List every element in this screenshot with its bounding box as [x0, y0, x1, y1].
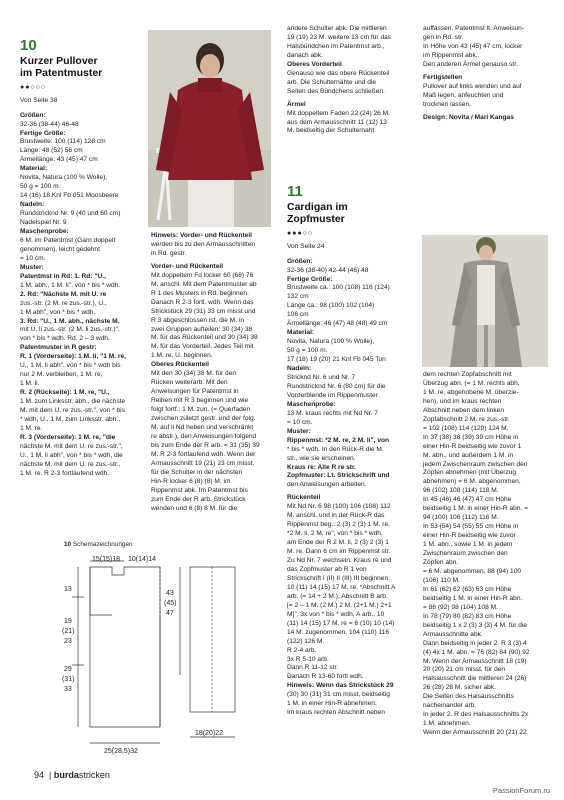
- text-line: * wdh, U., 1 M. zum Linksstr. abh.,: [20, 416, 121, 423]
- text-line: Halsausschnitt die mittleren 24 (26): [423, 675, 527, 683]
- text-line: 19 (19) 23 M. weitere 13 cm für das: [287, 33, 392, 41]
- text-line: Reihen mit R 3 beginnen und wie: [151, 397, 249, 405]
- text-line: im Rippenmst abk..: [423, 51, 480, 59]
- text-line: Hinweis: Wenn das Strickstück 29: [287, 682, 394, 690]
- text-line: für die Schulter in der nächsten: [151, 468, 243, 476]
- text-line: Zu Nd Nr. 7 wechseln. Kraus re und: [287, 557, 392, 565]
- text-line: Zwischenraum zwischen den: [423, 550, 508, 558]
- text-line: 20 (20) 21 cm misst, für den: [423, 666, 506, 674]
- text-line: Mit doppeltem Faden 22 (24) 26 M.: [287, 109, 390, 117]
- text-line: das Zopfmuster ab R 1 von: [287, 566, 367, 573]
- text-line: 1 M. abh., 1 M. li", von * bis * wdh.: [20, 281, 121, 289]
- text-line: M. Wenn der Armausschnitt 18 (19): [423, 657, 527, 665]
- text-line: Hinweis: Vorder- und Rückenteil: [151, 232, 252, 239]
- text-line: Patentmuster in R gestr:: [20, 344, 97, 352]
- dim-21: (21): [62, 628, 75, 635]
- dim-13: 13: [64, 586, 72, 593]
- text-line: 3. Rd: "U., 1 M. abh., nächste M.: [20, 317, 120, 325]
- dim-sleeve-47: 47: [166, 610, 174, 617]
- text-line: R 3 abgeschlossen ist, die M. in: [151, 316, 245, 324]
- text-line: 10 (11) 14 (15) 17 M. re, *Abschnitt A: [287, 583, 396, 591]
- text-line: Seiten des Bündchens schließen.: [287, 87, 385, 95]
- text-line: *2 M. li, 2 M. re", von * bis * wdh,: [287, 530, 383, 538]
- pattern-11-intro: [287, 184, 407, 718]
- text-line: In 37 (38) 38 (39) 39 cm Höhe in: [423, 433, 519, 441]
- text-line: Stricknd Nr. 6 und Nr. 7: [287, 373, 356, 381]
- text-line: R. 2 (Rückseite): 1 M. re, "U.,: [20, 389, 110, 397]
- text-line: Oberes Rückenteil: [151, 361, 209, 369]
- text-line: zum Ende der R arb. Strickstück: [151, 495, 246, 503]
- text-line: 13 M. kraus rechts mit Nd Nr. 7: [287, 409, 378, 417]
- text-line: Vorder- und Rückenteil: [151, 262, 224, 270]
- text-line: Ärmel: [287, 100, 306, 108]
- text-line: Novita, Natura (100 % Wolle),: [287, 338, 375, 346]
- text-line: von * bis * wdh. Rd. 2 – 3 wdh.: [20, 335, 110, 343]
- text-line: 106 cm: [287, 311, 309, 319]
- text-line: Den anderen Ärmel genauso str.: [423, 60, 518, 68]
- text-line: Maschenprobe:: [20, 227, 69, 235]
- text-line: 1 M. zum Linksstr. abh., die nächste: [20, 398, 126, 406]
- dim-33: 33: [64, 686, 72, 693]
- text-line: (122) 126 M.: [287, 637, 325, 645]
- text-line: 26 (28) 28 M. sicher abk.: [423, 684, 496, 692]
- text-line: Fertige Größe:: [20, 129, 66, 137]
- text-line: 96 (102) 108 (114) 118 M.: [423, 487, 499, 495]
- text-line: Nadelspiel Nr. 9: [20, 219, 67, 227]
- text-line: In jeder 2. R des Halsausschnitts 2x: [423, 711, 529, 719]
- text-line: Rundstricknd Nr. 6 (80 cm) für die: [287, 382, 386, 390]
- text-line: Mit Nd Nr. 6 98 (100) 106 (108) 112: [287, 503, 391, 511]
- text-line: 50 g = 100 m.: [20, 183, 61, 191]
- text-line: Wenn der Armausschnitt 20 (21) 22: [423, 729, 527, 737]
- text-line: Muster:: [287, 427, 311, 435]
- text-line: Genauso wie das obere Rückenteil: [287, 69, 390, 77]
- text-line: = 102 (108) 114 (120) 124 M.: [423, 424, 509, 432]
- text-line: Material:: [20, 165, 48, 173]
- text-line: M. abn., und außerdem 1 M. in: [423, 451, 514, 459]
- dim-sleeve-width: 18(20)22: [195, 730, 224, 737]
- pattern-10-intro: [20, 38, 138, 479]
- text-line: wenden und 6 (8) 8 M. für die: [151, 504, 238, 512]
- pattern-10-body: [151, 232, 273, 514]
- text-line: Maschenprobe:: [287, 400, 336, 408]
- text-line: Ärmellänge: 43 (45) 47 cm: [20, 156, 98, 164]
- text-line: Rückenteil: [287, 494, 321, 502]
- text-line: Danach R 13-60 fortl wdh.: [287, 673, 364, 681]
- text-line: 50 g = 100 m.: [287, 347, 328, 355]
- text-line: Rundstricknd Nr. 9 (40 und 60 cm): [20, 210, 121, 218]
- text-line: M. re. Dann 6 cm im Rippenmst str.: [287, 548, 391, 556]
- text-line: andere Schulter abk. Die mittleren: [287, 25, 387, 32]
- text-line: M. für das Rückenteil und 30 (34) 38: [151, 334, 258, 342]
- pattern-10-continued: [287, 25, 412, 136]
- text-line: nur 2 M. verbleiben, 1 M. re,: [20, 371, 103, 379]
- text-line: Armausschnitte abk.: [423, 630, 483, 638]
- text-line: Länge: 48 (52) 56 cm: [20, 147, 83, 155]
- text-line: M. R 2-3 fortlaufend wdh. Wenn der: [151, 450, 256, 458]
- text-line: Armausschnitt 19 (21) 23 cm misst,: [151, 459, 255, 467]
- text-line: gen in Rd. str.: [423, 33, 464, 41]
- text-line: nacheinander arb.: [423, 702, 477, 710]
- text-line: zwei Gruppen aufteilen: 30 (34) 38: [151, 325, 253, 333]
- text-line: 6 M. im Patentmst (Garn doppelt: [20, 236, 116, 244]
- text-line: Novita, Natura (100 % Wolle),: [20, 174, 108, 182]
- text-line: = 6 M. abgenommen, 88 (94) 100: [423, 567, 522, 575]
- text-line: Rippenmst: *2 M. re, 2 M. li", von: [287, 436, 390, 444]
- text-line: Strickstück 29 (31) 33 cm misst und: [151, 307, 256, 315]
- text-line: Dann R 11-12 str.: [287, 664, 339, 672]
- text-line: Größen:: [287, 257, 313, 265]
- text-line: hen), und im kraus rechten: [423, 397, 502, 405]
- pattern-11-instructions: [287, 258, 407, 719]
- text-line: arb. Die Schulternähte und die: [287, 78, 377, 86]
- text-line: Rippenmst beg.: 2 (3) 2 (3) 1 M. re,: [287, 521, 390, 529]
- text-line: Mit den 30 (34) 38 M. für den: [151, 370, 237, 378]
- dim-31: (31): [62, 676, 75, 683]
- text-line: Zöpfen abn.: [423, 559, 459, 567]
- text-line: 32-36 (38-40) 42-44 (46) 48: [287, 266, 369, 274]
- text-line: Dann beidseitig in jeder 2. R 3 (3) 4: [423, 639, 527, 647]
- text-line: 1 M. re.: [20, 424, 43, 432]
- text-line: Halsbündchen im Patentmst arb.,: [287, 42, 385, 50]
- text-line: Brustweite ca.: 100 (108) 116 (124): [287, 284, 390, 292]
- text-line: aus dem Armausschnitt 11 (12) 13: [287, 118, 387, 126]
- text-line: am Ende der R 2 M. li, 2 (3) 2 (3) 1: [287, 539, 389, 547]
- text-line: Strickschrift I (II) II (III) III beginnen:: [287, 574, 390, 582]
- text-line: 14 (16) 18 Knl Fb 051 Moosbeere: [20, 192, 119, 200]
- text-line: Rücken weiterarb. Mit den: [151, 379, 228, 387]
- text-line: Die Seiten des Halsausschnitts: [423, 693, 514, 701]
- text-line: Patentmst in Rd: 1. Rd: "U.,: [20, 272, 106, 280]
- dim-29: 29: [64, 666, 72, 673]
- text-line: R. 3 (Vorderseite): 1 M. re, "die: [20, 433, 116, 441]
- text-line: U., 1 M. li abh", von * bis * wdh bis: [20, 362, 121, 370]
- text-line: Design: Novita / Mari Kangas: [423, 113, 514, 121]
- text-line: dem rechten Zopfabschnitt mit: [423, 371, 512, 378]
- text-line: Mit doppeltem Fd locker 60 (68) 76: [151, 271, 254, 279]
- text-line: M. mit dem U. re zus.-str.", von * bis: [20, 407, 125, 415]
- text-line: Überzug abn. (= 1 M. rechts abh,: [423, 379, 520, 387]
- text-line: re abstr.), den Anweisungen folgend: [151, 432, 257, 440]
- text-line: 1 M. re. R 2-3 fortlaufend wdh.: [20, 469, 110, 477]
- text-line: Pullover auf links wenden und auf: [423, 82, 522, 90]
- text-line: (30) 30 (31) 31 cm misst, beidseitig: [287, 691, 390, 699]
- text-line: genommen), leicht gedehnt: [20, 245, 100, 253]
- text-line: M. auf li Nd heben und verschränkt: [151, 424, 254, 432]
- text-line: bis zum Ende der R arb. = 31 (35) 39: [151, 441, 260, 449]
- text-line: Brustweite: 100 (114) 128 cm: [20, 138, 106, 146]
- text-line: Im kraus rechten Abschnitt neben: [287, 709, 385, 717]
- text-line: Danach R 2-3 fortl. wdh. Wenn das: [151, 298, 254, 306]
- text-line: danach abk.: [287, 51, 323, 59]
- text-line: M. anschl. und in der Rück-R das: [287, 512, 385, 520]
- text-line: U., 1 M. li abh", von * bis * wdh, die: [20, 451, 123, 459]
- text-line: = 10 cm.: [287, 418, 313, 426]
- text-line: In 61 (62) 62 (63) 63 cm Höhe: [423, 585, 512, 593]
- text-line: beidseitig 1 x 2 (3) 3 (3) 4 M. für die: [423, 621, 528, 629]
- text-line: nächste M. mit dem U. re zus.-str.,: [20, 460, 121, 468]
- text-line: in Rd. gestr.: [151, 249, 187, 257]
- page-reference: Von Seite 24: [287, 242, 325, 250]
- pattern-10-instructions: [20, 112, 138, 479]
- text-line: 1 M. abnehmen.: [423, 720, 471, 728]
- text-line: [= 2 – 1 M. (2 M.) 2 M. (2+1 M.) 2+1: [287, 601, 392, 609]
- text-line: (106) 110 M.: [423, 576, 460, 584]
- text-line: Hin-R locker 6 (8) (8) M. im: [151, 477, 231, 485]
- footer: 94 | burdastricken: [34, 770, 110, 780]
- text-line: Material:: [287, 329, 315, 337]
- text-line: abnehmen) = 6 M. abgenommen,: [423, 478, 521, 486]
- pattern-number: 11: [287, 183, 303, 200]
- text-line: Nadeln:: [287, 365, 312, 373]
- pattern-title: Cardigan im Zopfmuster: [287, 201, 348, 226]
- difficulty-dots: ●●●○○: [287, 230, 314, 238]
- text-line: In 53 (54) 54 (55) 55 cm Höhe in: [423, 523, 519, 531]
- text-line: Fertige Größe:: [287, 275, 333, 283]
- text-line: M. für das Vorderteil. Jedes Teil mit: [151, 343, 254, 351]
- text-line: M. anschl. Mit dem Patentmuster ab: [151, 280, 257, 288]
- text-line: 14 M. zugenommen, 104 (110) 116: [287, 628, 390, 636]
- text-line: Oberes Vorderteil: [287, 60, 342, 68]
- text-line: Abschnitt neben dem linken: [423, 406, 505, 414]
- text-line: 32-36 (38-44) 46-48: [20, 120, 79, 128]
- difficulty-dots: ●●○○○: [20, 84, 47, 92]
- text-line: Fertigstellen: [423, 73, 463, 81]
- pattern-10-finishing: [423, 25, 548, 123]
- text-line: 1 M. abn., sowie 1 M. in jedem: [423, 541, 513, 549]
- text-line: Ärmellänge: 46 (47) 48 (48) 49 cm: [287, 320, 388, 328]
- text-line: mit U. li zus.-str. (2 M. li zus.-str.)",: [20, 326, 120, 334]
- text-line: Rippenmst abk. Im Patentmst bis: [151, 486, 248, 494]
- text-line: * bis * wdh. In den Rück-R die M.: [287, 445, 384, 453]
- brand-bold: burda: [53, 770, 79, 780]
- text-line: 1 M. li.: [20, 380, 40, 388]
- text-line: 17 (18) 19 (20) 21 Knl Fb 045 Ton: [287, 356, 386, 364]
- text-line: jedem Zwischenraum zwischen den: [423, 460, 528, 468]
- text-line: 1 M abh", von * bis * wdh.: [20, 308, 96, 316]
- text-line: Zopfmuster: Lt. Strickschrift und: [287, 472, 390, 480]
- text-line: Maß legen, anfeuchten und: [423, 91, 504, 99]
- dim-neck-width: 10(14)14: [128, 556, 157, 563]
- dim-bottom-width: 25(28,5)32: [104, 748, 138, 755]
- brand-rest: stricken: [78, 770, 110, 780]
- page-reference: Von Seite 38: [20, 96, 58, 104]
- text-line: den Anweisungen arbeiten.: [287, 481, 367, 489]
- text-line: nächste M. mit dem U. re zus.-str.",: [20, 442, 123, 450]
- text-line: = 10 cm.: [20, 254, 46, 262]
- pattern-11-continued: [423, 371, 550, 738]
- text-line: beidseitig 1 M. in einer Hin-R abn.: [423, 594, 523, 602]
- text-line: Länge ca.: 98 (100) 102 (104): [287, 302, 375, 310]
- dim-top-width: 15(15)18: [92, 556, 121, 563]
- text-line: str., wie sie erscheinen.: [287, 454, 356, 462]
- page-number: 94: [34, 770, 45, 780]
- text-line: einer Hin-R beidseitig wie zuvor 1: [423, 442, 522, 450]
- text-line: 94 (100) 106 (112) 116 M.: [423, 514, 499, 522]
- text-line: beidseitig 1 M. in einer Hin-R abn. =: [423, 505, 529, 513]
- text-line: trocknen lassen.: [423, 100, 472, 108]
- text-line: werden bis zu den Armausschnitten: [151, 240, 256, 248]
- text-line: In Höhe von 43 (45) 47 cm, locker: [423, 42, 523, 50]
- text-line: Vorderblende im Rippenmuster: [287, 391, 378, 399]
- text-line: Größen:: [20, 111, 46, 119]
- text-line: = 86 (92) 98 (104) 108 M.: [423, 603, 498, 611]
- text-line: 1 M. re, abgehobene M. überzie-: [423, 388, 519, 396]
- text-line: In 78 (79) 80 (82) 83 cm Höhe: [423, 612, 512, 620]
- text-line: Kraus re: Alle R re str.: [287, 463, 357, 471]
- text-line: R. 1 (Vorderseite): 1 M. li, "1 M. re,: [20, 353, 126, 361]
- watermark: PassionForum.ru: [492, 786, 550, 795]
- text-line: zwischen zuletzt gestr. und der folg.: [151, 415, 256, 423]
- sweater-photo: [148, 30, 271, 227]
- text-line: (4) 4x 1 M. abn. = 76 (82) 84 (90) 92: [423, 648, 530, 656]
- text-line: Muster:: [20, 263, 44, 271]
- schema-drawing: [62, 555, 282, 760]
- text-line: M]", 3x von * bis * wdh, A arb., 10: [287, 610, 385, 618]
- text-line: Zopfabschnitt 2 M. re zus.-str.: [423, 415, 510, 423]
- text-line: auffassen. Patentmst lt. Anweisun-: [423, 25, 525, 32]
- text-line: In 45 (46) 46 (47) 47 cm Höhe: [423, 496, 512, 504]
- text-line: R 2-4 arb.: [287, 646, 317, 654]
- text-line: 132 cm: [287, 293, 309, 301]
- pattern-number: 10: [20, 37, 37, 54]
- text-line: 2. Rd: "Nächste M. mit U. re: [20, 290, 107, 298]
- text-line: 1 M. in einer Hin-R abnehmen:: [287, 700, 377, 708]
- text-line: R 1 des Musters in Rd. beginnen.: [151, 289, 249, 297]
- text-line: 1 M. re, U. beginnen.: [151, 352, 213, 360]
- text-line: einer Hin-R beidseitig wie zuvor: [423, 532, 516, 540]
- text-line: Zöpfen abnehmen (mit Überzug: [423, 469, 517, 477]
- schema-title: 10 Schemazeichnungen: [64, 541, 133, 548]
- text-line: zus.-str. (2 M. re zus.-str.), U.,: [20, 299, 107, 307]
- dim-23: 23: [64, 638, 72, 645]
- text-line: Anweisungen für Patentmst in: [151, 388, 239, 396]
- text-line: Nadeln:: [20, 201, 45, 209]
- cardigan-photo: [422, 235, 548, 367]
- text-line: folgt fortf.: 1 M. zun. (= Querfaden: [151, 406, 251, 414]
- text-line: 3x R 5-10 arb.: [287, 655, 329, 663]
- dim-sleeve-43: 43: [166, 590, 174, 597]
- text-line: M. beidseitig der Schulternaht: [287, 127, 375, 135]
- pattern-title: Kurzer Pullover im Patentmuster: [20, 55, 103, 80]
- text-line: (11) 14 (15) 17 M. re = 6 (10) 10 (14): [287, 619, 395, 627]
- text-line: arb. (= 14 + 2 M.), Abschnitt B arb.: [287, 592, 388, 600]
- dim-sleeve-45: (45): [164, 600, 177, 607]
- dim-19: 19: [64, 618, 72, 625]
